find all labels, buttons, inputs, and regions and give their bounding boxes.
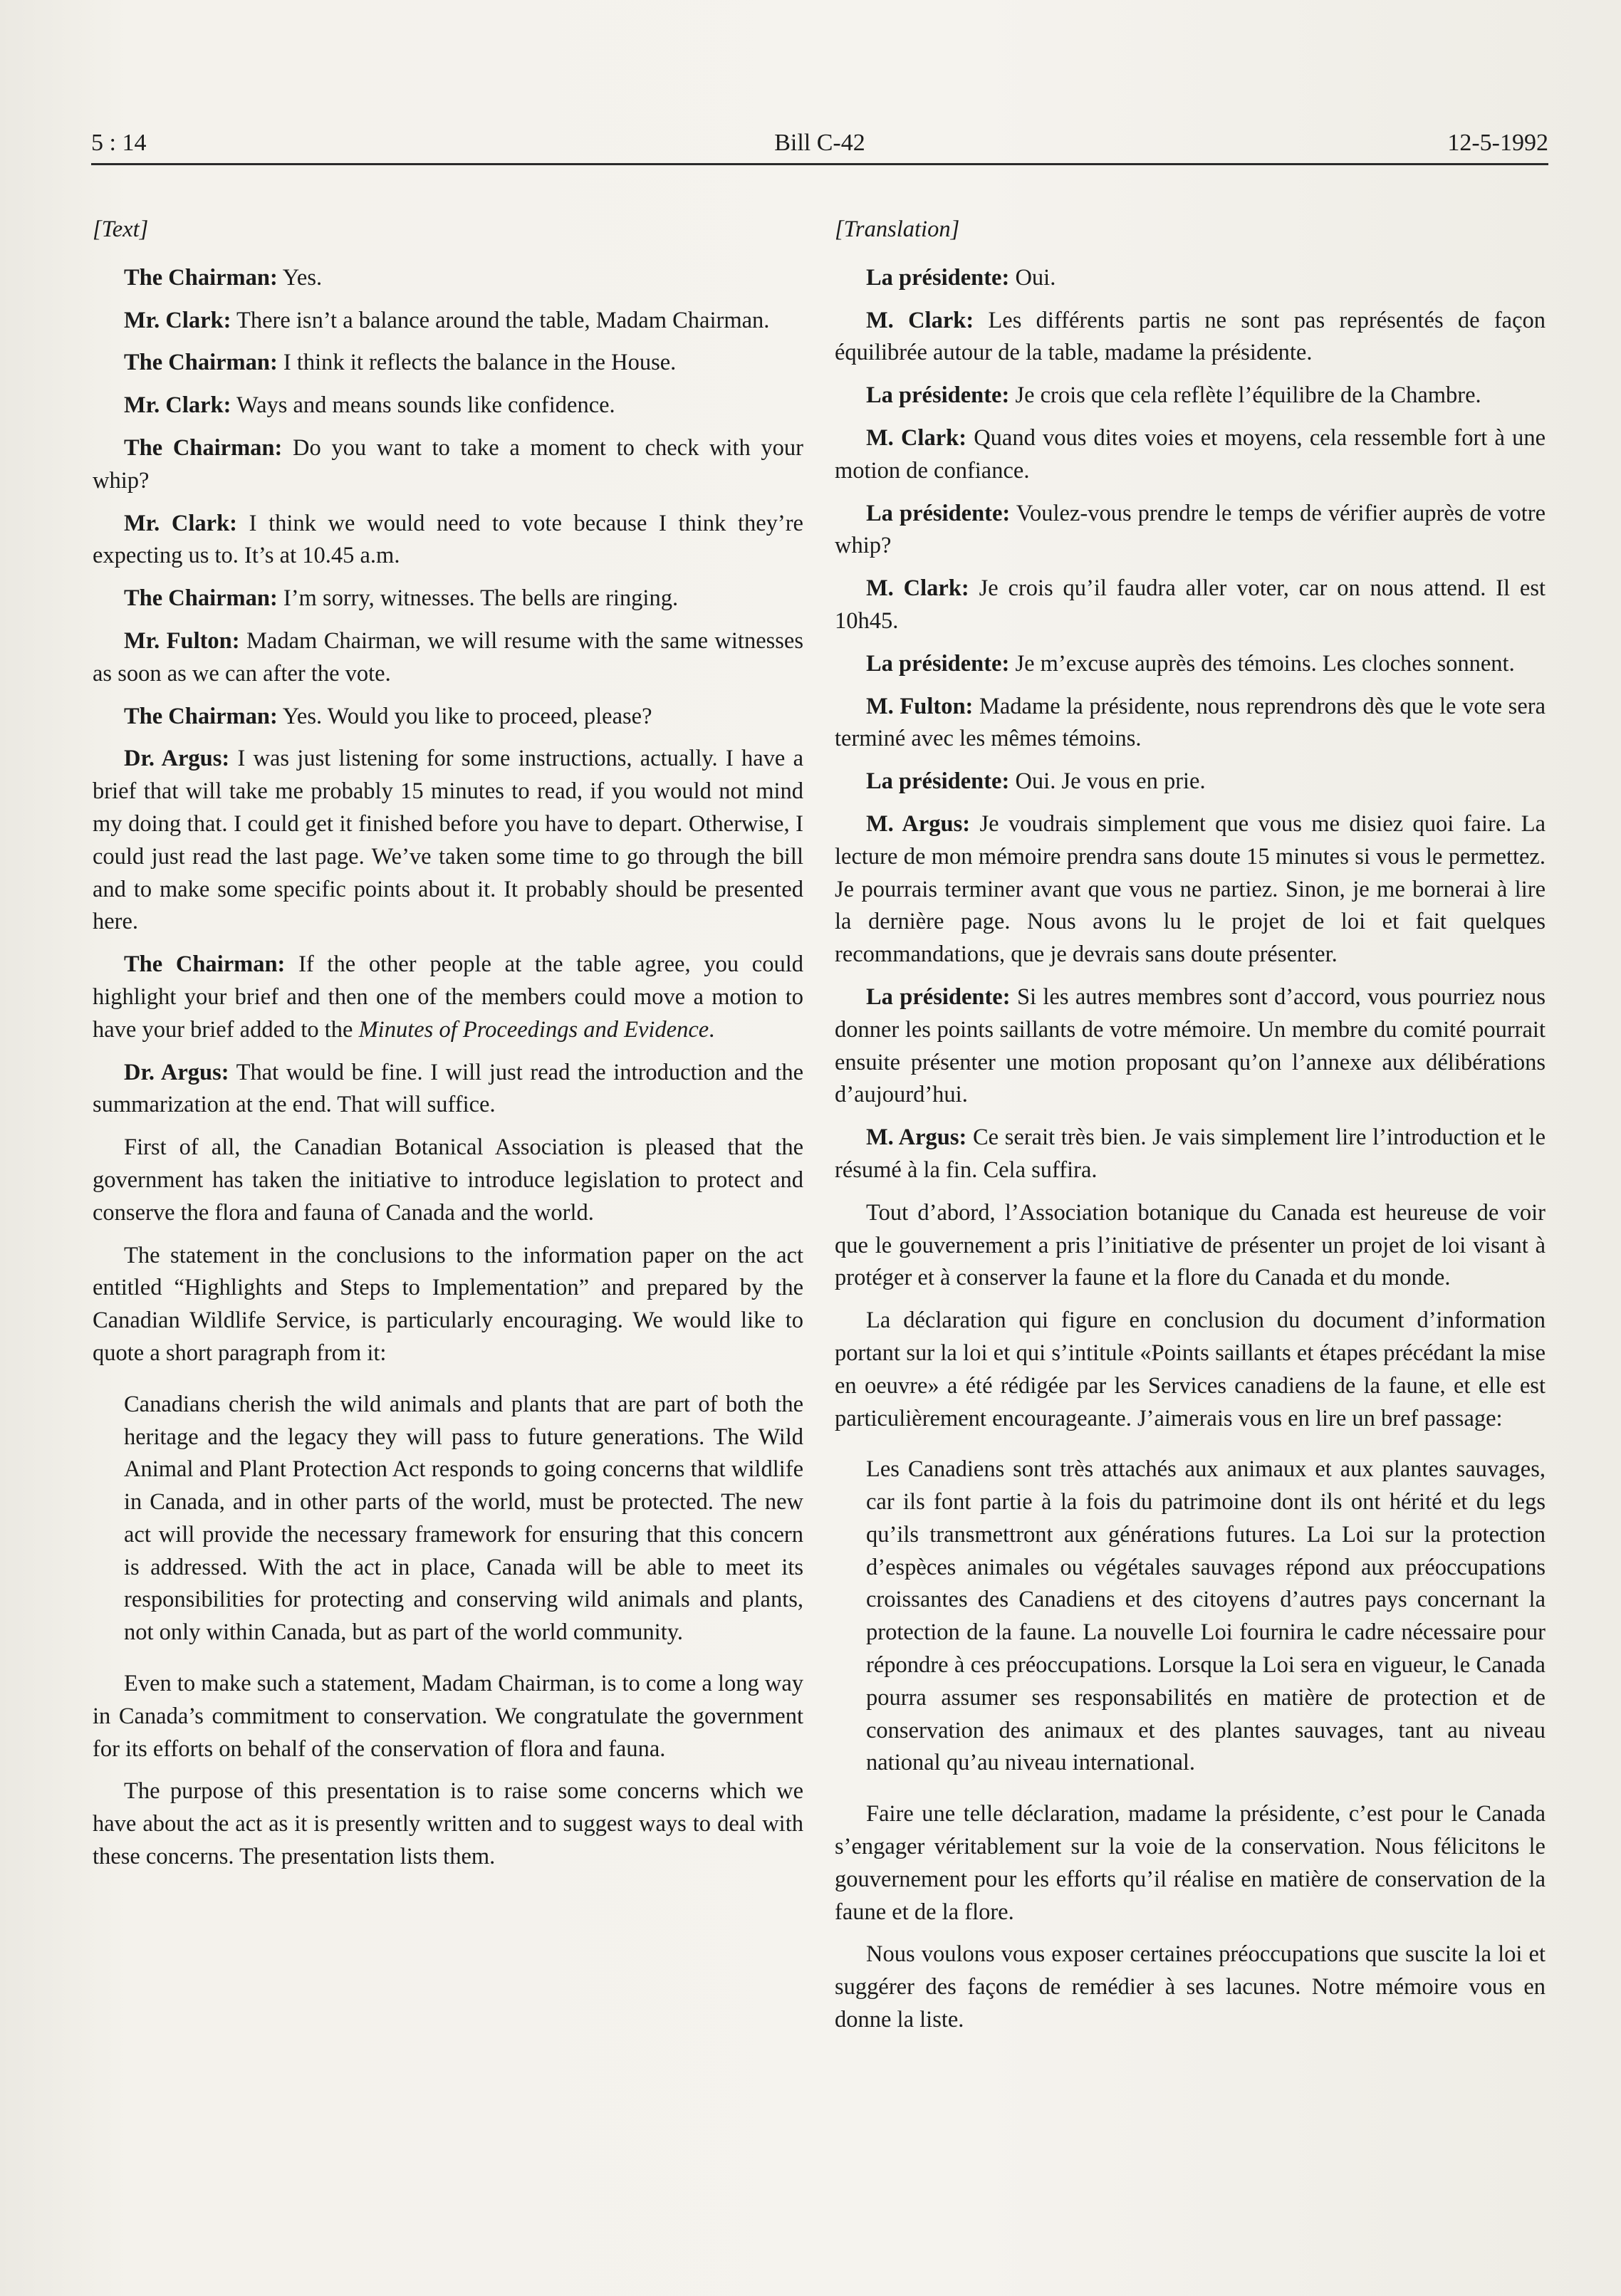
transcript-paragraph	[93, 1240, 803, 1370]
transcript-paragraph	[93, 1132, 803, 1229]
speech-text: Ways and means sounds like confidence.	[231, 392, 615, 419]
transcript-paragraph	[93, 1057, 803, 1122]
speech-text: Tout d’abord, l’Association botanique du Canada est heureuse de voir que le gouvernement a pris l’initiative de présenter un projet de loi visant à protéger et à conserver la faune et la flore du Canada et du monde.	[835, 1199, 1546, 1291]
speech-text: Les Canadiens sont très attachés aux animaux et aux plantes sauvages, car ils font partie à la fois du patrimoine dont ils ont hérité et du legs qu’ils transmettront aux générations futures. La Loi sur la protection d’espèces animales ou végétales sauvages répond aux préoccupations croissantes des Canadiens et des citoyens d’autres pays concernant la protection de la faune. La nouvelle Loi fournira le cadre nécessaire pour répondre à ces préoccupations. Lorsque la Loi sera en vigueur, le Canada pourra assumer ses responsabilités en matière de protection et de conservation des animaux et des plantes sauvages, tant au niveau national qu’au niveau international.	[866, 1456, 1546, 1776]
page-number: 5 : 14	[91, 130, 147, 156]
transcript-paragraph	[93, 625, 803, 691]
speech-text: Oui.	[1009, 264, 1056, 291]
speech-text: Si les autres membres sont d’accord, vous pourriez nous donner les points saillants de votre mémoire. Un membre du comité pourrait ensuite présenter une motion proposant qu’on l’annexe aux délibérations d’aujourd’hui.	[835, 983, 1546, 1108]
speaker-name: Dr. Argus:	[124, 1059, 229, 1085]
translation-tag: [Translation]	[835, 216, 960, 242]
transcript-paragraph	[835, 1197, 1546, 1295]
speech-text: Nous voulons vous exposer certaines préoccupations que suscite la loi et suggérer des façons de remédier à ses lacunes. Notre mémoire vous en donne la liste.	[835, 1941, 1546, 2033]
transcript-paragraph	[93, 305, 803, 338]
transcript-paragraph	[835, 1122, 1546, 1187]
speech-text: Canadians cherish the wild animals and plants that are part of both the heritage and the legacy they will pass to future generations. The Wild Animal and Plant Protection Act responds to going concerns that wildlife in Canada, and in other parts of the world, must be protected. The new act will provide the necessary framework for ensuring that this concern is addressed. With the act in place, Canada will be able to meet its responsibilities for protecting and conserving wild animals and plants, not only within Canada, but as part of the world community.	[124, 1391, 803, 1646]
speech-text: The statement in the conclusions to the information paper on the act entitled “Highlights and Steps to Implementation” and prepared by the Canadian Wildlife Service, is particularly encouraging. We would like to quote a short paragraph from it:	[93, 1242, 803, 1366]
speaker-name: M. Argus:	[866, 810, 971, 837]
speech-text: Je crois qu’il faudra aller voter, car on nous attend. Il est 10h45.	[835, 575, 1546, 634]
speaker-name: M. Argus:	[866, 1124, 967, 1151]
speaker-name: M. Fulton:	[866, 693, 974, 719]
speech-text: Je voudrais simplement que vous me disiez quoi faire. La lecture de mon mémoire prendra sans doute 15 minutes si vous le permettez. Je pourrais terminer avant que vous ne partiez. Sinon, je me bornerai à lire la dernière page. Nous avons lu le projet de loi et fait quelques recommandations, que je devrais sans doute présenter.	[835, 810, 1546, 968]
transcript-paragraph	[93, 390, 803, 422]
speech-text: If the other people at the table agree, you could highlight your brief and then one of the members could move a motion to have your brief added to the	[93, 951, 803, 1043]
speaker-name: M. Clark:	[866, 307, 974, 333]
speech-text: Yes.	[277, 264, 323, 291]
quoted-passage	[866, 1454, 1546, 1780]
speech-text: Ce serait très bien. Je vais simplement lire l’introduction et le résumé à la fin. Cela suffira.	[835, 1124, 1546, 1183]
speaker-name: La présidente:	[866, 264, 1010, 291]
page-header	[91, 125, 1548, 165]
transcript-paragraph	[835, 1305, 1546, 1435]
speaker-name: La présidente:	[866, 650, 1010, 677]
speaker-name: M. Clark:	[866, 424, 967, 451]
speaker-name: M. Clark:	[866, 575, 969, 602]
speech-text: Quand vous dites voies et moyens, cela ressemble fort à une motion de confiance.	[835, 424, 1546, 484]
transcript-paragraph	[93, 508, 803, 573]
speaker-name: Mr. Clark:	[124, 392, 231, 419]
transcript-paragraph	[835, 1938, 1546, 2036]
transcript-paragraph	[835, 766, 1546, 798]
speech-text: Faire une telle déclaration, madame la présidente, c’est pour le Canada s’engager véritablement sur la voie de la conservation. Nous félicitons le gouvernement pour les efforts qu’il réalise en matière de conservation de la faune et de la flore.	[835, 1801, 1546, 1925]
speaker-name: La présidente:	[866, 768, 1010, 795]
transcript-paragraph	[93, 701, 803, 734]
speech-text: La déclaration qui figure en conclusion du document d’information portant sur la loi et qui s’intitule «Points saillants et étapes précédant la mise en oeuvre» a été rédigée par les Services canadiens de la faune, et elle est particulièrement encourageante. J’aimerais vous en lire un bref passage:	[835, 1308, 1546, 1431]
speech-text: Do you want to take a moment to check with your whip?	[93, 434, 803, 494]
italic-title: Minutes of Proceedings and Evidence	[358, 1016, 709, 1043]
speaker-name: Mr. Fulton:	[124, 627, 240, 654]
speech-text: I’m sorry, witnesses. The bells are ringing.	[277, 585, 679, 612]
speaker-name: Mr. Clark:	[124, 307, 231, 333]
speaker-name: Mr. Clark:	[124, 510, 237, 536]
speech-text: First of all, the Canadian Botanical Association is pleased that the government has taken the initiative to introduce legislation to protect and conserve the flora and fauna of Canada and the world.	[93, 1134, 803, 1226]
speaker-name: La présidente:	[866, 983, 1011, 1010]
transcript-paragraph	[835, 981, 1546, 1112]
transcript-paragraph	[835, 262, 1546, 295]
transcript-paragraph	[835, 648, 1546, 681]
header-rule	[91, 163, 1548, 165]
bill-title: Bill C-42	[774, 130, 865, 156]
transcript-paragraph	[93, 583, 803, 615]
transcript-paragraph	[835, 305, 1546, 370]
speech-text-tail: .	[709, 1016, 715, 1043]
transcript-paragraph	[835, 380, 1546, 412]
speech-text: Yes. Would you like to proceed, please?	[277, 703, 652, 729]
transcript-paragraph	[93, 1775, 803, 1873]
french-body	[835, 262, 1546, 2037]
page-date: 12-5-1992	[1447, 130, 1548, 156]
speech-text: I think we would need to vote because I think they’re expecting us to. It’s at 10.45 a.m.	[93, 510, 803, 569]
speech-text: Oui. Je vous en prie.	[1009, 768, 1206, 795]
speech-text: Madam Chairman, we will resume with the same witnesses as soon as we can after the vote.	[93, 627, 804, 687]
transcript-paragraph	[93, 743, 803, 939]
speech-text: Madame la présidente, nous reprendrons dès que le vote sera terminé avec les mêmes témoins.	[835, 693, 1546, 752]
speech-text: Je crois que cela reflète l’équilibre de la Chambre.	[1009, 382, 1481, 409]
transcript-paragraph	[93, 432, 803, 498]
speaker-name: The Chairman:	[124, 264, 278, 291]
transcript-paragraph	[93, 262, 803, 295]
english-body	[93, 262, 803, 1874]
speaker-name: Dr. Argus:	[124, 746, 230, 772]
speech-text: Voulez-vous prendre le temps de vérifier auprès de votre whip?	[835, 500, 1546, 559]
speaker-name: The Chairman:	[124, 585, 278, 612]
transcript-paragraph	[835, 498, 1546, 563]
transcript-paragraph	[93, 949, 803, 1046]
speaker-name: The Chairman:	[124, 703, 278, 729]
quoted-passage	[124, 1389, 803, 1649]
transcript-paragraph	[93, 347, 803, 380]
transcript-paragraph	[835, 1798, 1546, 1929]
english-column	[93, 214, 803, 1884]
speech-text: Even to make such a statement, Madam Chairman, is to come a long way in Canada’s commitment to conservation. We congratulate the government for its efforts on behalf of the conservation of flora and fauna.	[93, 1671, 803, 1762]
speech-text: That would be fine. I will just read the introduction and the summarization at the end. That will suffice.	[93, 1059, 803, 1118]
transcript-paragraph	[835, 691, 1546, 756]
speaker-name: The Chairman:	[124, 350, 278, 376]
transcript-paragraph	[835, 422, 1546, 488]
speaker-name: La présidente:	[866, 500, 1011, 526]
speech-text: The purpose of this presentation is to raise some concerns which we have about the act as it is presently written and to suggest ways to deal with these concerns. The presentation lists them.	[93, 1778, 803, 1870]
transcript-paragraph	[93, 1668, 803, 1765]
speech-text: Les différents partis ne sont pas représentés de façon équilibrée autour de la table, madame la présidente.	[835, 307, 1546, 366]
speech-text: I was just listening for some instructions, actually. I have a brief that will take me probably 15 minutes to read, if you would not mind my doing that. I could get it finished before you have to depart. Otherwise, I could just read the last page. We’ve taken some time to go through the bill and to make some specific points about it. It probably should be presented here.	[93, 746, 803, 935]
speech-text: There isn’t a balance around the table, Madam Chairman.	[231, 307, 770, 333]
speaker-name: The Chairman:	[124, 951, 286, 978]
speech-text: Je m’excuse auprès des témoins. Les cloches sonnent.	[1009, 650, 1515, 677]
french-column	[835, 214, 1546, 2047]
text-tag: [Text]	[93, 216, 149, 242]
transcript-paragraph	[835, 808, 1546, 971]
speech-text: I think it reflects the balance in the House.	[277, 350, 677, 376]
transcript-paragraph	[835, 573, 1546, 638]
speaker-name: La présidente:	[866, 382, 1010, 409]
speaker-name: The Chairman:	[124, 434, 283, 461]
